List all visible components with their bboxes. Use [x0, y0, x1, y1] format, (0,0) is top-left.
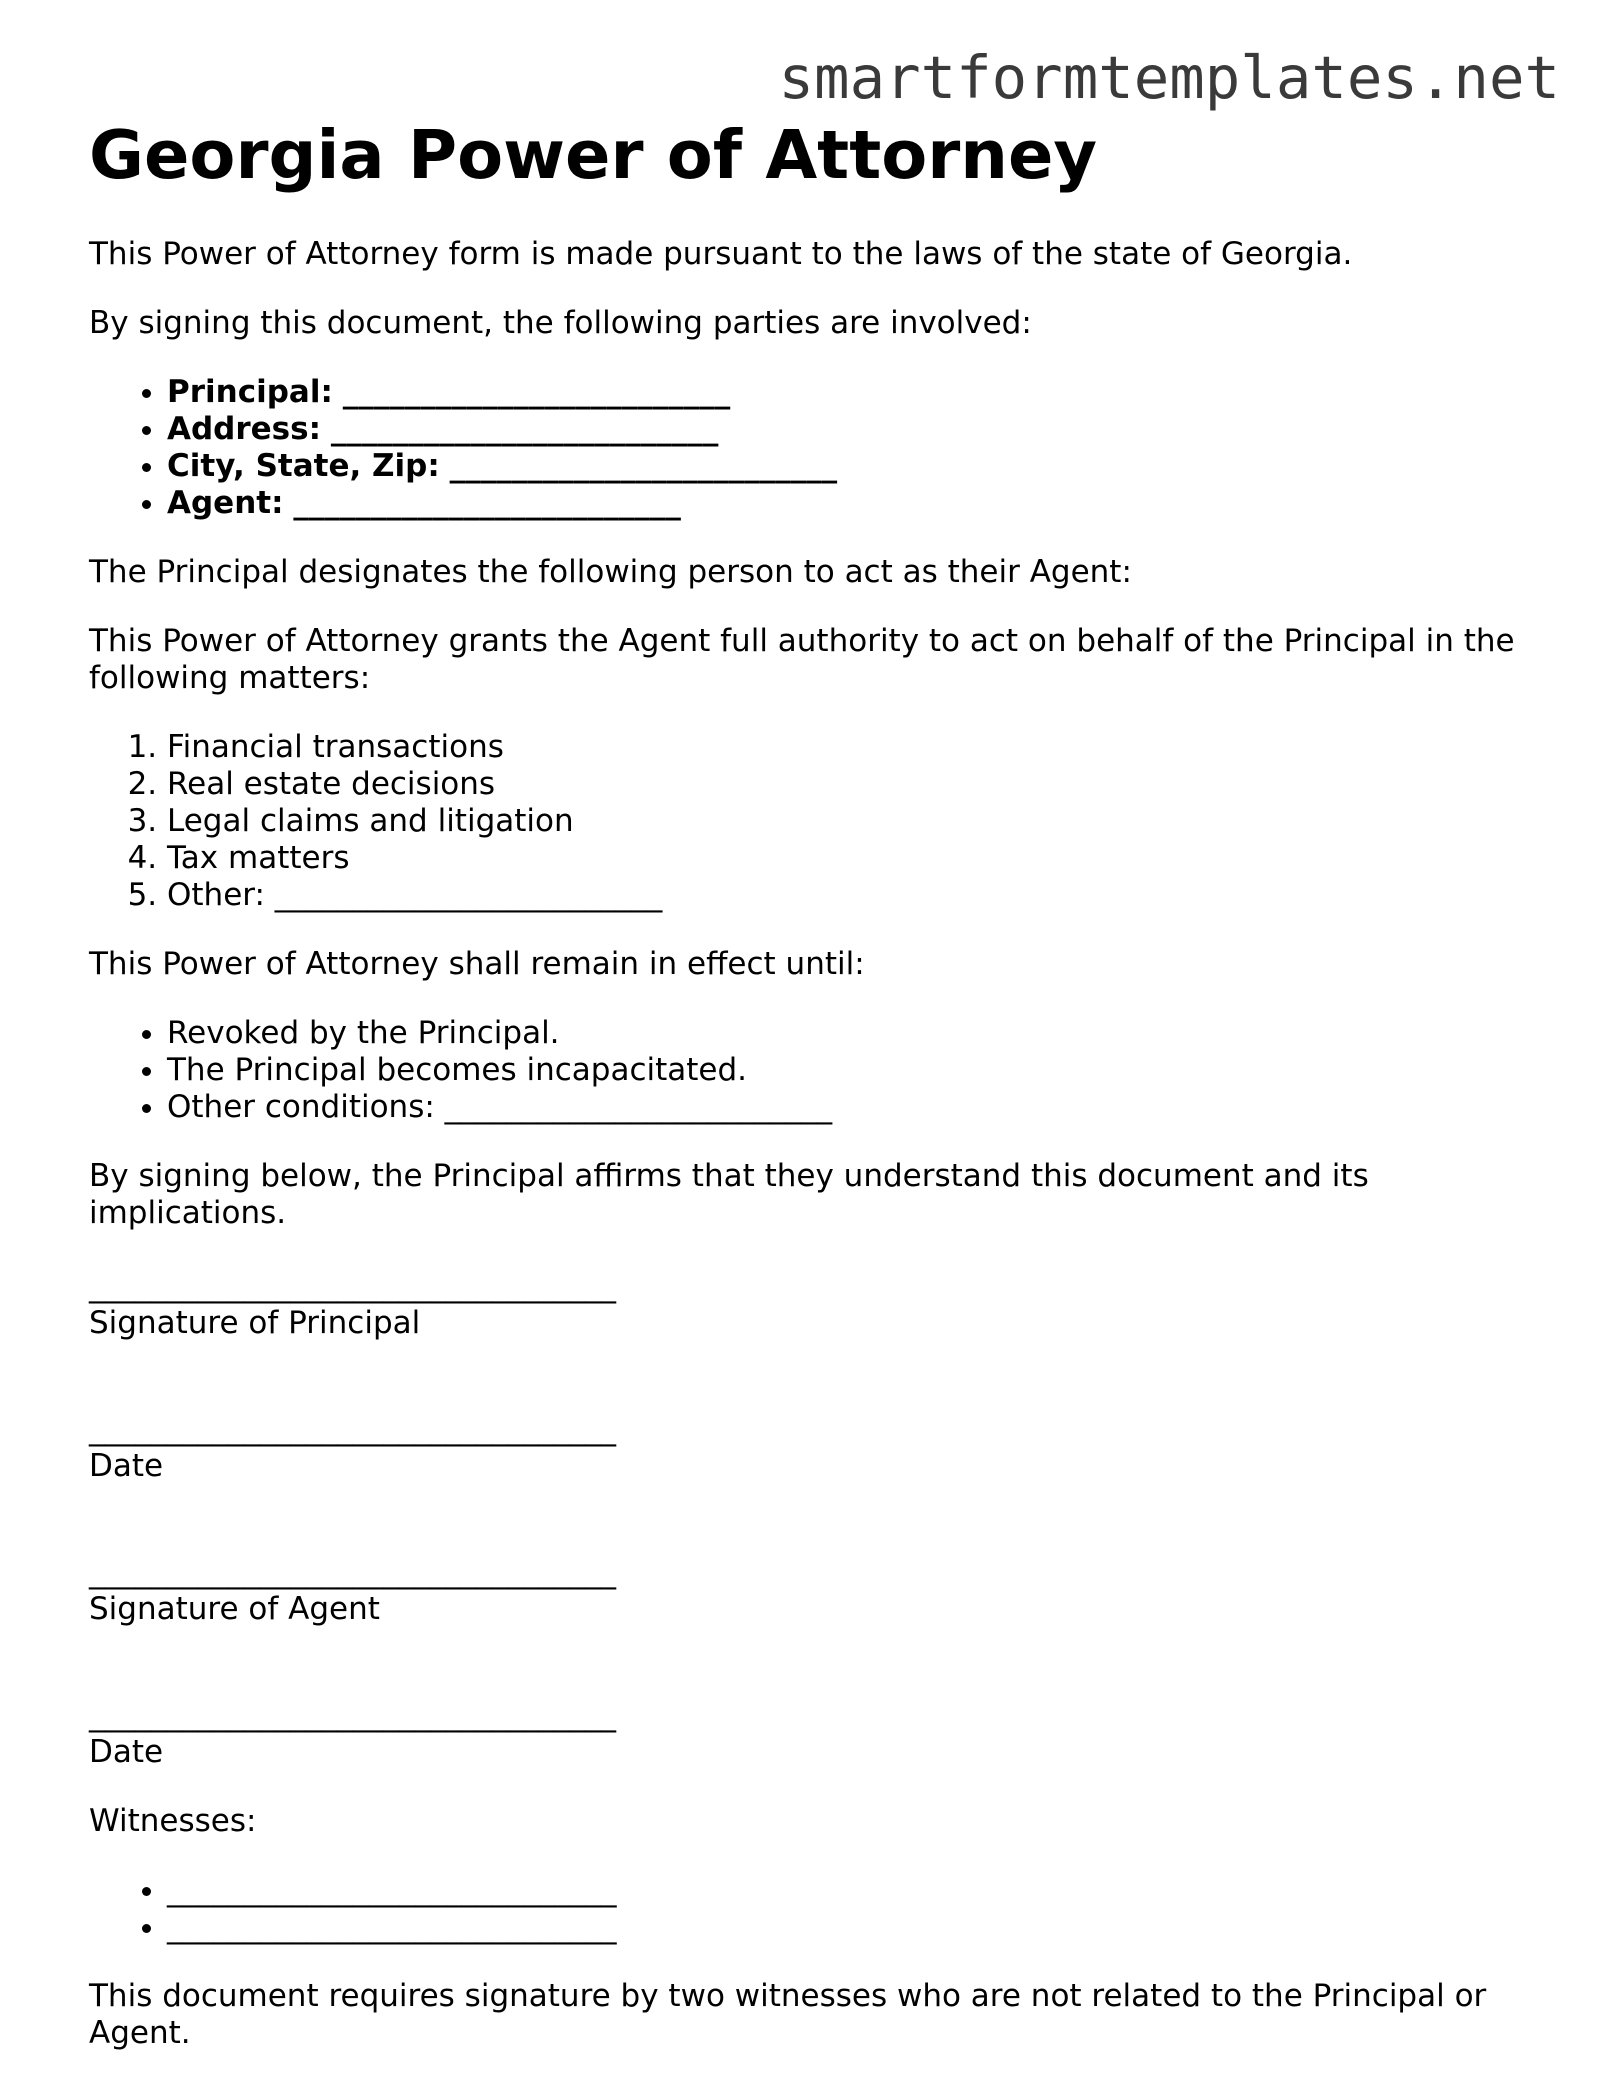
party-item-address: [167, 411, 1529, 448]
signature-block: [89, 1268, 1529, 1771]
signature-line[interactable]: __________________________________: [89, 1554, 616, 1590]
page-title: Georgia Power of Attorney: [89, 116, 1098, 194]
parties-intro: By signing this document, the following parties are involved:: [89, 305, 1032, 341]
party-item-city-state-zip: [167, 448, 1529, 485]
witness-line[interactable]: • _____________________________: [167, 1872, 1529, 1909]
party-blank[interactable]: _________________________: [342, 374, 731, 410]
watermark: smartformtemplates.net: [778, 43, 1560, 112]
party-blank[interactable]: _________________________: [449, 448, 838, 484]
signature-principal-date: [89, 1411, 1529, 1485]
witness-line[interactable]: • _____________________________: [167, 1909, 1529, 1946]
party-label: City, State, Zip:: [167, 448, 440, 484]
list-item: • The Principal becomes incapacitated.: [167, 1052, 1529, 1089]
party-blank[interactable]: _________________________: [293, 485, 681, 521]
document-body: [89, 118, 1529, 2084]
signature-line[interactable]: __________________________________: [89, 1697, 616, 1733]
witnesses-list: [89, 1872, 1529, 1946]
signature-label: Signature of Agent: [89, 1591, 380, 1627]
parties-list: [89, 374, 1529, 522]
list-item: 1. Financial transactions: [167, 729, 1529, 766]
signature-agent-date: [89, 1697, 1529, 1771]
effect-intro: This Power of Attorney shall remain in effect until:: [89, 946, 865, 982]
effect-conditions-list: [89, 1015, 1529, 1126]
list-item[interactable]: • Other conditions: _________________________: [167, 1089, 1529, 1126]
list-item: • Revoked by the Principal.: [167, 1015, 1529, 1052]
signature-label: Signature of Principal: [89, 1305, 421, 1341]
list-item: 3. Legal claims and litigation: [167, 803, 1529, 840]
signature-agent: [89, 1554, 1529, 1628]
party-item-agent: [167, 485, 1529, 522]
party-label: Address:: [167, 411, 321, 447]
signature-line[interactable]: __________________________________: [89, 1411, 616, 1447]
signature-label: Date: [89, 1734, 164, 1770]
signature-principal: [89, 1268, 1529, 1342]
party-item-principal: [167, 374, 1529, 411]
list-item[interactable]: 5. Other: _________________________: [167, 877, 1529, 914]
authority-paragraph: This Power of Attorney grants the Agent full authority to act on behalf of the Principal in the following matters:: [89, 623, 1515, 696]
party-blank[interactable]: _________________________: [330, 411, 719, 447]
witnesses-label: Witnesses:: [89, 1803, 257, 1839]
signature-line[interactable]: __________________________________: [89, 1268, 616, 1304]
list-item: 2. Real estate decisions: [167, 766, 1529, 803]
designation-paragraph: The Principal designates the following person to act as their Agent:: [89, 554, 1132, 590]
party-label: Agent:: [167, 485, 284, 521]
matters-list: [89, 729, 1529, 914]
signature-label: Date: [89, 1448, 164, 1484]
party-label: Principal:: [167, 374, 333, 410]
closing-paragraph: This document requires signature by two witnesses who are not related to the Principal or Agent.: [89, 1978, 1487, 2051]
intro-paragraph: This Power of Attorney form is made pursuant to the laws of the state of Georgia.: [89, 236, 1353, 272]
affirmation-paragraph: By signing below, the Principal affirms that they understand this document and its implications.: [89, 1158, 1369, 1231]
list-item: 4. Tax matters: [167, 840, 1529, 877]
